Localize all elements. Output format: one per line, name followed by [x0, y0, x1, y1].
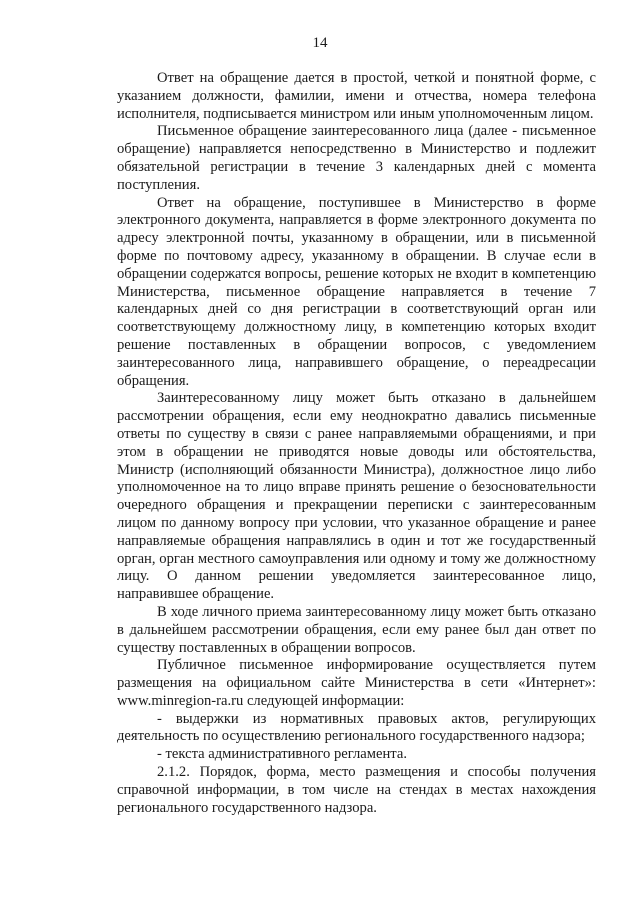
- section-2-1-2: 2.1.2. Порядок, форма, место размещения и способы получения справочной информации, в том числе на стендах в местах нахождения регионального государственного надзора.: [117, 764, 596, 816]
- page-number: 14: [312, 35, 328, 51]
- paragraph-response-form: Ответ на обращение дается в простой, четкой и понятной форме, с указанием должности, фамилии, имени и отчества, номера телефона исполнителя, подписывается министром или иным уполномоченным лицом.: [117, 70, 596, 122]
- paragraph-electronic-response: Ответ на обращение, поступившее в Министерство в форме электронного документа, направляется в форме электронного документа по адресу электронной почты, указанному в обращении, или в письменной форме по почтовому адресу, указанному в обращении. В случае если в обращении содержатся вопросы, решение которых не входит в компетенцию Министерства, письменное обращение направляется в течение 7 календарных дней со дня регистрации в соответствующий орган или соответствующему должностному лицу, в компетенцию которых входит решение поставленных в обращении вопросов, с уведомлением заинтересованного лица, направившего обращение, о переадресации обращения.: [117, 194, 596, 389]
- paragraph-public-information: Публичное письменное информирование осуществляется путем размещения на официальном сайте Министерства в сети «Интернет»: www.minregion-ra.ru следующей информации:: [117, 657, 596, 709]
- list-item-regulation-text: - текста административного регламента.: [157, 746, 407, 763]
- paragraph-written-appeal: Письменное обращение заинтересованного лица (далее - письменное обращение) направляется непосредственно в Министерство и подлежит обязательной регистрации в течение 3 календарных дней с момента поступления.: [117, 123, 596, 193]
- paragraph-refusal: Заинтересованному лицу может быть отказано в дальнейшем рассмотрении обращения, если ему неоднократно давались письменные ответы по существу в связи с ранее направляемыми обращениями, и при этом в обращении не приводятся новые доводы или обстоятельства, Министр (исполняющий обязанности Министра), должностное лицо либо уполномоченное на то лицо вправе принять решение о безосновательности очередного обращения и прекращении переписки с заинтересованным лицом по данному вопросу при условии, что указанное обращение и ранее направляемые обращения направлялись в один и тот же государственный орган, орган местного самоуправления или одному и тому же должностному лицу. О данном решении уведомляется заинтересованное лицо, направившее обращение.: [117, 390, 596, 603]
- document-body: [117, 70, 596, 817]
- paragraph-personal-reception: В ходе личного приема заинтересованному лицу может быть отказано в дальнейшем рассмотрении обращения, если ему ранее был дан ответ по существу поставленных в обращении вопросов.: [117, 603, 596, 656]
- list-item-legal-acts: - выдержки из нормативных правовых актов, регулирующих деятельность по осуществлению регионального государственного надзора;: [117, 710, 596, 745]
